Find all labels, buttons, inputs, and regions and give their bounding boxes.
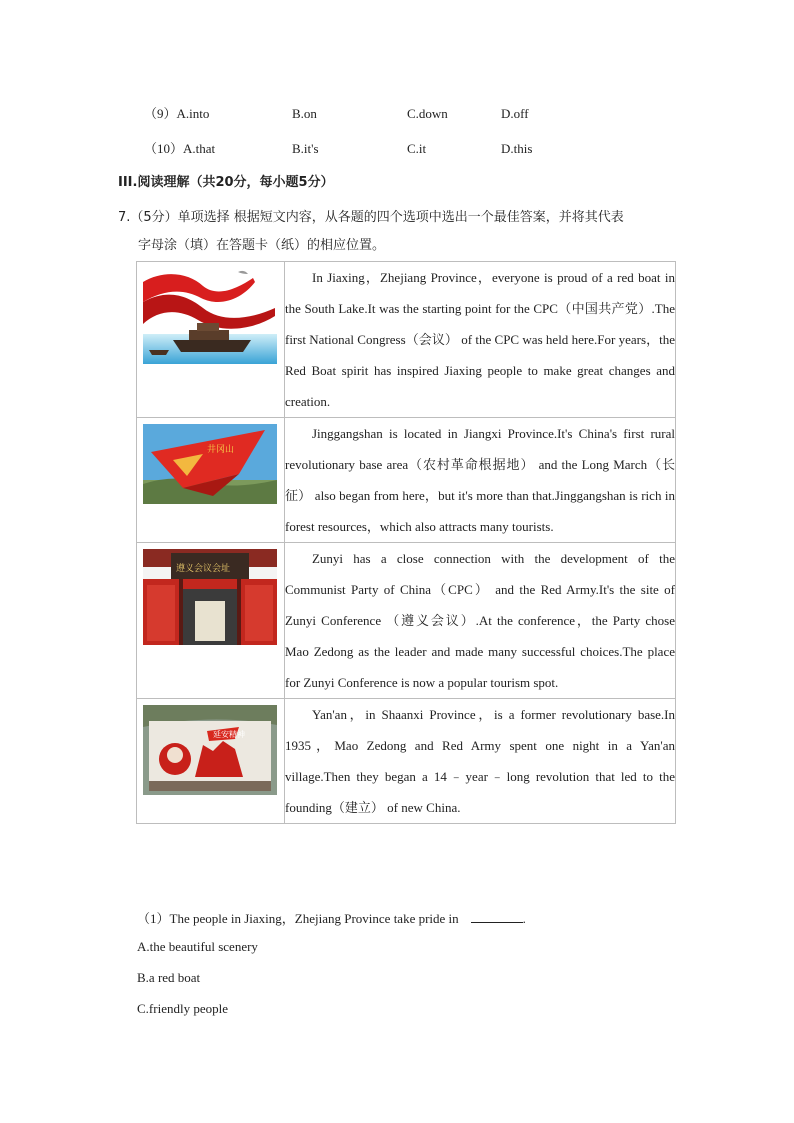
jinggangshan-sign: 井冈山	[207, 445, 235, 455]
passage-yanan: Yan'an，in Shaanxi Province，is a former revolutionary base.In 1935，Mao Zedong and Red Army spent one night in a Yan'an village.Then they began a 14﹣year﹣long revolution that led to the founding（建立） of new China.	[284, 699, 675, 824]
option-row-9	[0, 104, 794, 124]
section-title: III.阅读理解（共20分，每小题5分）	[118, 175, 334, 190]
option-a: （9）A.into	[144, 106, 210, 121]
passage-zunyi: Zunyi has a close connection with the development of the Communist Party of China（CPC） and the Red Army.It's the site of Zunyi Conference （遵义会议）.At the conference，the Party chose Mao Zedong as the leader and made many successful choices.The place for Zunyi Conference is now a popular tourism spot.	[284, 543, 675, 699]
option-a: A.the beautiful scenery	[137, 939, 258, 954]
image-cell	[137, 543, 285, 699]
image-cell	[137, 262, 285, 418]
question-7-line2: 字母涂（填）在答题卡（纸）的相应位置。	[138, 238, 386, 253]
option-c: C.friendly people	[137, 1001, 228, 1016]
question-7-line1: 7.（5分）单项选择 根据短文内容，从各题的四个选项中选出一个最佳答案，并将其代表	[118, 210, 624, 225]
option-d: D.this	[501, 141, 533, 156]
passage-jinggangshan: Jinggangshan is located in Jiangxi Province.It's China's first rural revolutionary base area（农村革命根据地） and the Long March（长征） also began from here，but it's more than that.Jinggangshan is rich in forest resources，which also attracts many tourists.	[284, 418, 675, 543]
option-c: C.it	[407, 141, 427, 156]
red-boat-image	[143, 268, 277, 364]
table-row	[137, 418, 676, 543]
option-b: B.it's	[292, 141, 319, 156]
zunyi-sign: 遵义会议会址	[176, 564, 231, 574]
option-d: D.off	[501, 106, 529, 121]
zunyi-image	[143, 549, 277, 645]
option-row-10	[0, 139, 794, 159]
yanan-image	[143, 705, 277, 795]
option-c: C.down	[407, 106, 448, 121]
table-row	[137, 262, 676, 418]
image-cell	[137, 699, 285, 824]
reading-table	[136, 261, 676, 824]
option-b: B.on	[292, 106, 317, 121]
option-a: （10）A.that	[144, 141, 216, 156]
image-cell	[137, 418, 285, 543]
table-row	[137, 543, 676, 699]
answer-blank	[471, 910, 523, 923]
sub-question-1-period: .	[522, 911, 526, 926]
passage-jiaxing: In Jiaxing，Zhejiang Province，everyone is proud of a red boat in the South Lake.It was the starting point for the CPC（中国共产党）.The first National Congress（会议） of the CPC was held here.For years，the Red Boat spirit has inspired Jiaxing people to make great changes and creation.	[284, 262, 675, 418]
question-7-instructions	[118, 204, 678, 260]
table-row	[137, 699, 676, 824]
sub-question-1	[137, 908, 526, 927]
yanan-sign: 延安精神	[213, 730, 245, 739]
jinggangshan-image	[143, 424, 277, 504]
sub-question-1-stem: （1）The people in Jiaxing，Zhejiang Province take pride in	[137, 911, 459, 926]
option-b: B.a red boat	[137, 970, 201, 985]
